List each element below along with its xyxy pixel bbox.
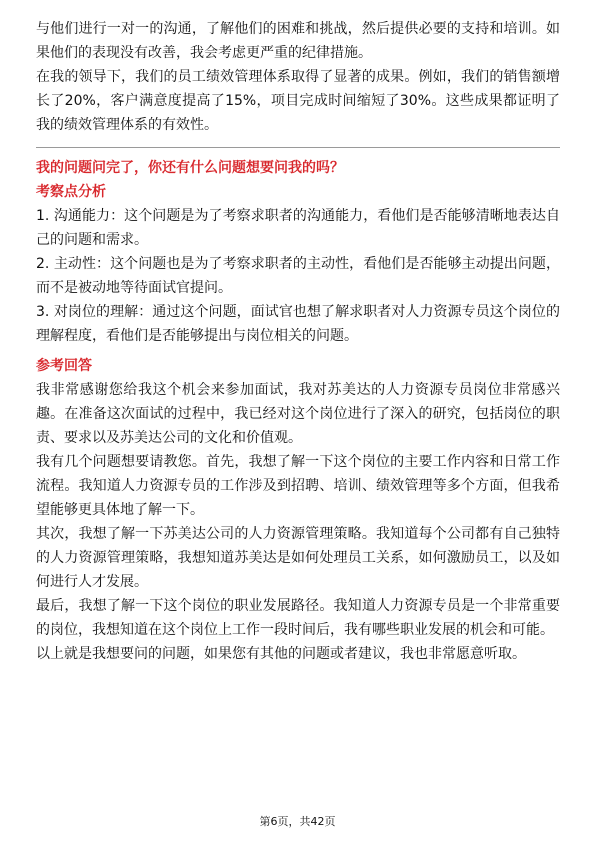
intro-paragraph-1: 与他们进行一对一的沟通，了解他们的困难和挑战，然后提供必要的支持和培训。如果他们的表现没有改善，我会考虑更严重的纪律措施。 bbox=[36, 21, 560, 61]
intro-paragraph-2: 在我的领导下，我们的员工绩效管理体系取得了显著的成果。例如，我们的销售额增长了20%，客户满意度提高了15%，项目完成时间缩短了30%。这些成果都证明了我的绩效管理体系的有效性。 bbox=[36, 69, 560, 133]
answer-paragraph-2: 我有几个问题想要请教您。首先，我想了解一下这个岗位的主要工作内容和日常工作流程。我知道人力资源专员的工作涉及到招聘、培训、绩效管理等多个方面，但我希望能够更具体地了解一下。 bbox=[36, 454, 560, 518]
analysis-item-3: 3. 对岗位的理解：通过这个问题，面试官也想了解求职者对人力资源专员这个岗位的理解程度，看他们是否能够提出与岗位相关的问题。 bbox=[36, 304, 560, 344]
interview-question: 我的问题问完了，你还有什么问题想要问我的吗？ bbox=[36, 160, 344, 176]
answer-paragraph-4: 最后，我想了解一下这个岗位的职业发展路径。我知道人力资源专员是一个非常重要的岗位，我想知道在这个岗位上工作一段时间后，我有哪些职业发展的机会和可能。 bbox=[36, 598, 560, 638]
answer-paragraph-3: 其次，我想了解一下苏美达公司的人力资源管理策略。我知道每个公司都有自己独特的人力资源管理策略，我想知道苏美达是如何处理员工关系，如何激励员工，以及如何进行人才发展。 bbox=[36, 526, 560, 590]
section-divider bbox=[36, 147, 560, 148]
analysis-title: 考察点分析 bbox=[36, 184, 106, 200]
answer-title: 参考回答 bbox=[36, 358, 92, 374]
answer-paragraph-5: 以上就是我想要问的问题，如果您有其他的问题或者建议，我也非常愿意听取。 bbox=[36, 646, 526, 662]
analysis-item-2: 2. 主动性：这个问题也是为了考察求职者的主动性，看他们是否能够主动提出问题，而不是被动地等待面试官提问。 bbox=[36, 256, 560, 296]
page-number: 第6页，共42页 bbox=[259, 815, 336, 828]
page-content bbox=[36, 17, 560, 666]
analysis-item-1: 1. 沟通能力：这个问题是为了考察求职者的沟通能力，看他们是否能够清晰地表达自己的问题和需求。 bbox=[36, 208, 560, 248]
answer-paragraph-1: 我非常感谢您给我这个机会来参加面试，我对苏美达的人力资源专员岗位非常感兴趣。在准备这次面试的过程中，我已经对这个岗位进行了深入的研究，包括岗位的职责、要求以及苏美达公司的文化和价值观。 bbox=[36, 382, 560, 446]
